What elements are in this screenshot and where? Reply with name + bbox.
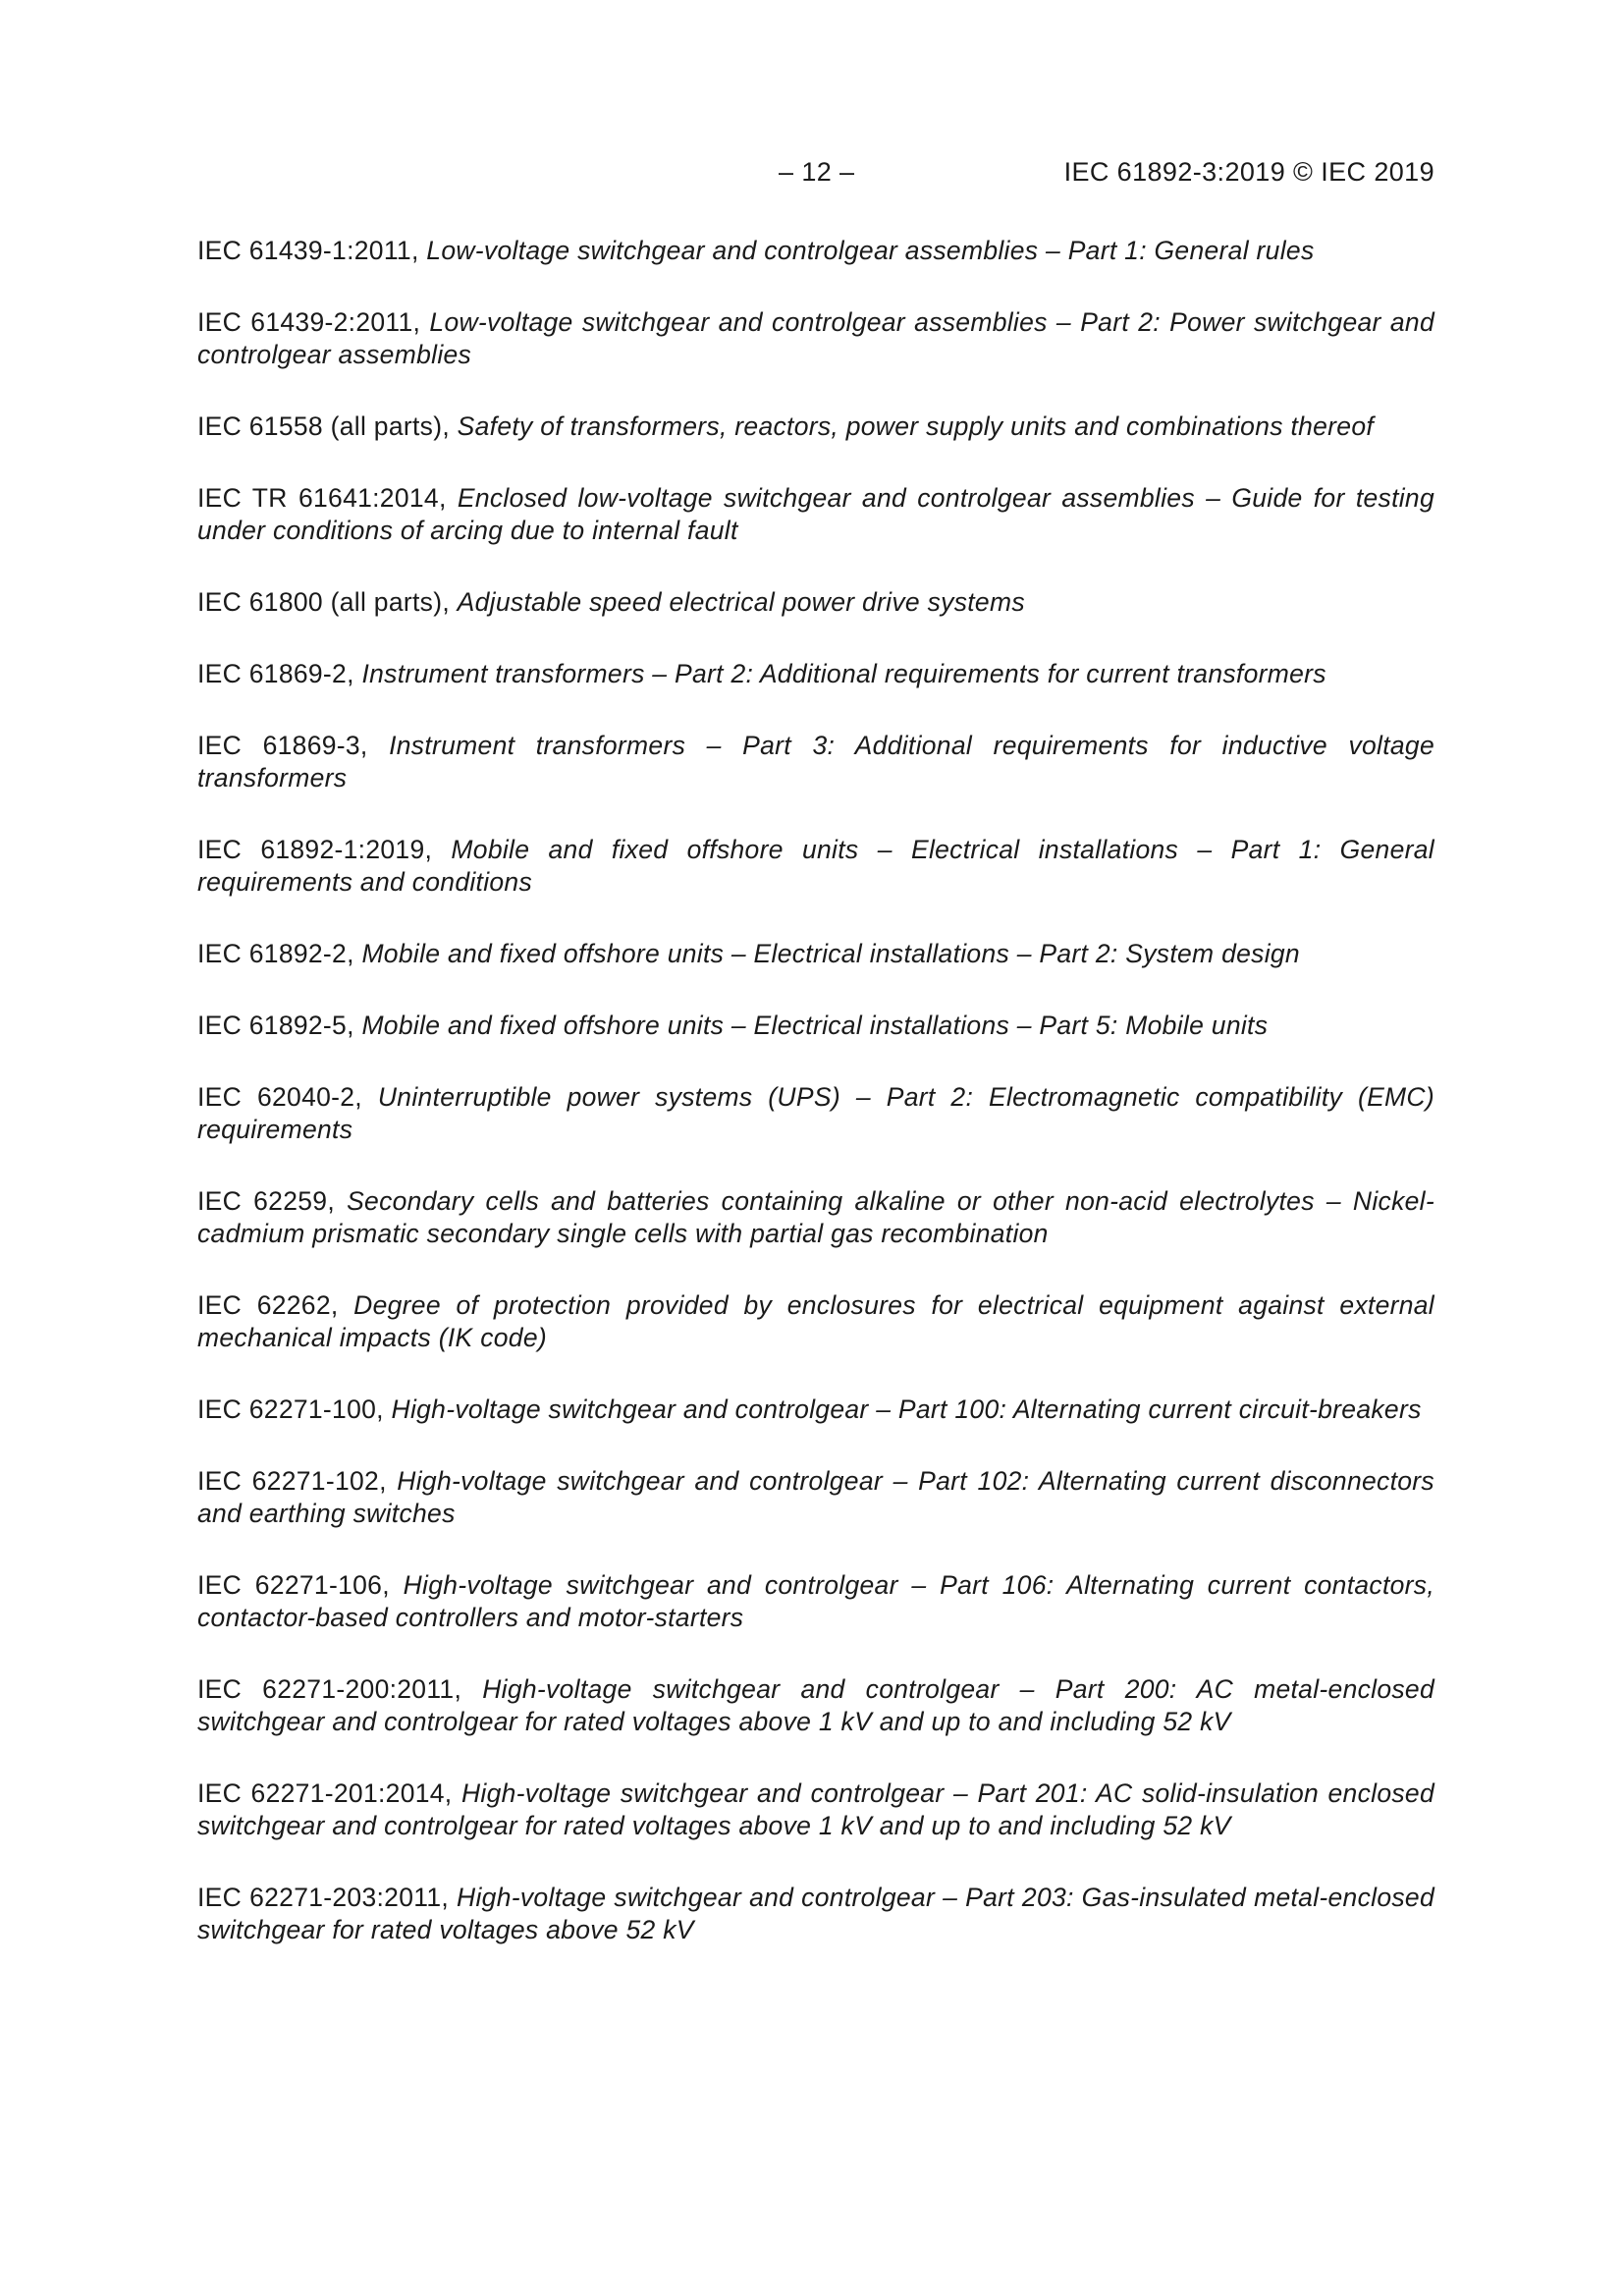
reference-title: Safety of transformers, reactors, power supply units and combinations thereof — [457, 411, 1375, 441]
reference-title: Low-voltage switchgear and controlgear assemblies – Part 1: General rules — [426, 236, 1315, 265]
reference-item — [197, 235, 1434, 267]
reference-id: IEC 61439-1:2011, — [197, 236, 419, 265]
reference-title: Secondary cells and batteries containing alkaline or other non-acid electrolytes – Nickel-cadmium prismatic secondary single cells with partial gas recombination — [197, 1186, 1434, 1248]
reference-title: Mobile and fixed offshore units – Electrical installations – Part 1: General requirements and conditions — [197, 835, 1434, 897]
reference-item — [197, 730, 1434, 794]
reference-title: Enclosed low-voltage switchgear and controlgear assemblies – Guide for testing under conditions of arcing due to internal fault — [197, 483, 1434, 545]
reference-item — [197, 834, 1434, 899]
reference-title: High-voltage switchgear and controlgear – Part 100: Alternating current circuit-breakers — [391, 1394, 1422, 1424]
reference-id: IEC 62271-102, — [197, 1466, 387, 1496]
reference-title: Mobile and fixed offshore units – Electrical installations – Part 2: System design — [361, 939, 1300, 968]
reference-id: IEC 62271-201:2014, — [197, 1778, 453, 1808]
reference-title: High-voltage switchgear and controlgear – Part 106: Alternating current contactors, contactor-based controllers and motor-starters — [197, 1570, 1434, 1632]
reference-item — [197, 1777, 1434, 1842]
reference-id: IEC 62271-100, — [197, 1394, 384, 1424]
reference-id: IEC 62271-106, — [197, 1570, 390, 1600]
normative-references-list — [197, 235, 1434, 1986]
reference-title: Adjustable speed electrical power drive systems — [457, 587, 1025, 617]
page-number: – 12 – — [779, 157, 855, 187]
reference-item — [197, 1185, 1434, 1250]
reference-item — [197, 586, 1434, 619]
reference-title: High-voltage switchgear and controlgear – Part 200: AC metal-enclosed switchgear and controlgear for rated voltages above 1 kV and up to and including 52 kV — [197, 1674, 1435, 1736]
reference-id: IEC 62262, — [197, 1290, 339, 1320]
reference-item — [197, 1465, 1434, 1530]
reference-title: Low-voltage switchgear and controlgear assemblies – Part 2: Power switchgear and controlgear assemblies — [197, 307, 1434, 369]
reference-id: IEC 61869-3, — [197, 731, 368, 760]
reference-id: IEC 61892-5, — [197, 1011, 354, 1040]
reference-title: High-voltage switchgear and controlgear – Part 201: AC solid-insulation enclosed switchgear and controlgear for rated voltages above 1 kV and up to and including 52 kV — [197, 1778, 1434, 1840]
reference-item — [197, 1569, 1434, 1634]
reference-id: IEC 62271-200:2011, — [197, 1674, 462, 1704]
reference-id: IEC TR 61641:2014, — [197, 483, 447, 513]
reference-id: IEC 61439-2:2011, — [197, 307, 421, 337]
reference-item — [197, 658, 1434, 690]
page-header — [0, 157, 1623, 196]
reference-id: IEC 61892-2, — [197, 939, 354, 968]
reference-item — [197, 1081, 1434, 1146]
reference-item — [197, 1882, 1434, 1946]
reference-item — [197, 410, 1434, 443]
reference-item — [197, 1394, 1434, 1426]
document-id: IEC 61892-3:2019 © IEC 2019 — [1063, 157, 1434, 187]
reference-item — [197, 938, 1434, 970]
reference-item — [197, 1289, 1434, 1354]
reference-item — [197, 1673, 1434, 1738]
reference-title: High-voltage switchgear and controlgear – Part 203: Gas-insulated metal-enclosed switchgear for rated voltages above 52 kV — [197, 1883, 1434, 1944]
reference-title: Degree of protection provided by enclosures for electrical equipment against external mechanical impacts (IK code) — [197, 1290, 1434, 1352]
reference-title: High-voltage switchgear and controlgear – Part 102: Alternating current disconnectors and earthing switches — [197, 1466, 1434, 1528]
reference-id: IEC 62259, — [197, 1186, 335, 1216]
reference-id: IEC 62271-203:2011, — [197, 1883, 450, 1912]
reference-title: Uninterruptible power systems (UPS) – Part 2: Electromagnetic compatibility (EMC) requirements — [197, 1082, 1434, 1144]
reference-id: IEC 61869-2, — [197, 659, 354, 688]
reference-title: Instrument transformers – Part 2: Additional requirements for current transformers — [361, 659, 1326, 688]
reference-id: IEC 61892-1:2019, — [197, 835, 433, 864]
reference-id: IEC 61800 (all parts), — [197, 587, 450, 617]
reference-item — [197, 482, 1434, 547]
reference-title: Instrument transformers – Part 3: Additional requirements for inductive voltage transformers — [197, 731, 1434, 793]
reference-item — [197, 1010, 1434, 1042]
reference-title: Mobile and fixed offshore units – Electrical installations – Part 5: Mobile units — [361, 1011, 1269, 1040]
reference-item — [197, 306, 1434, 371]
reference-id: IEC 62040-2, — [197, 1082, 362, 1112]
reference-id: IEC 61558 (all parts), — [197, 411, 450, 441]
